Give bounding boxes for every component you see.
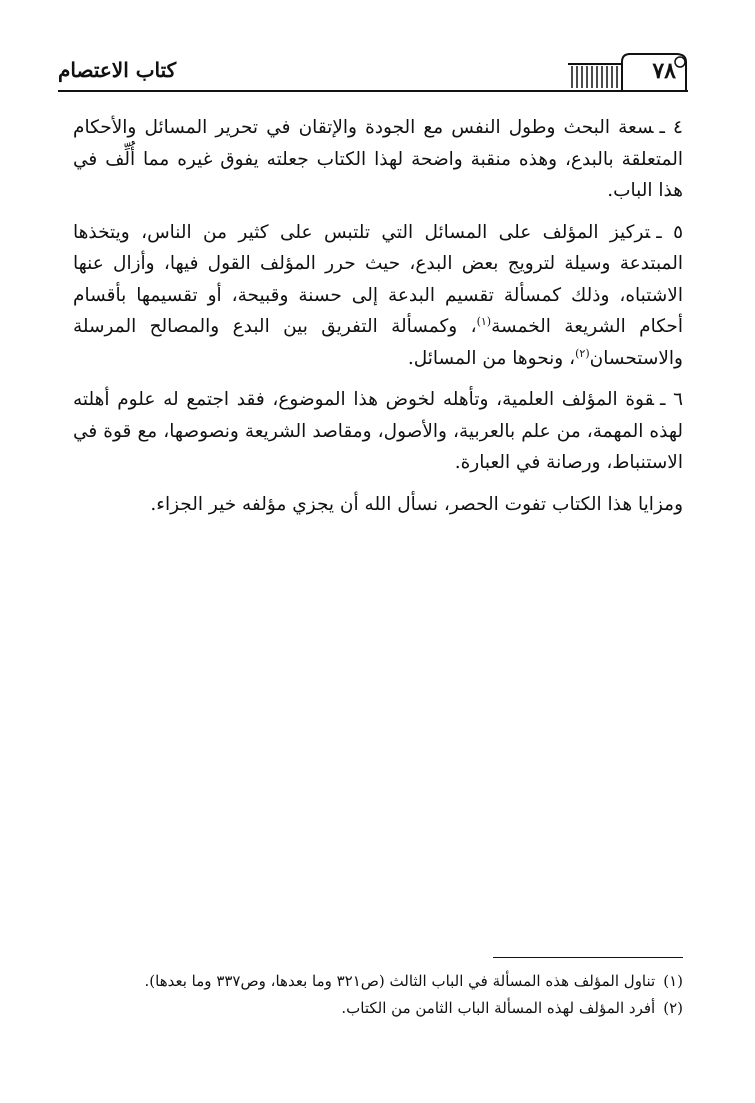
footnote-mark: (٢) xyxy=(663,999,683,1017)
footnote-text: تناول المؤلف هذه المسألة في الباب الثالث (ص٣٢١ وما بعدها، وص٣٣٧ وما بعدها). xyxy=(144,972,656,990)
closing-paragraph xyxy=(73,489,683,521)
paragraph-text: ومزايا هذا الكتاب تفوت الحصر، نسأل الله أن يجزي مؤلفه خير الجزاء. xyxy=(150,493,683,515)
footnote-2 xyxy=(73,995,683,1022)
item-number: ٦ ـ xyxy=(659,389,683,410)
paragraph-text: قوة المؤلف العلمية، وتأهله لخوض هذا الموضوع، فقد اجتمع له علوم أهلته لهذه المهمة، من علم بالعربية، والأصول، ومقاصد الشريعة ونصوصها، مع قوة في الاستنباط، ورصانة في العبارة. xyxy=(73,389,683,473)
item-number: ٥ ـ xyxy=(656,221,683,243)
paragraph-text: سعة البحث وطول النفس مع الجودة والإتقان في تحرير المسائل والأحكام المتعلقة بالبدع، وهذه منقبة واضحة لهذا الكتاب جعلته يفوق غيره مما أُلِّف في هذا الباب. xyxy=(73,117,683,201)
header-rule xyxy=(58,90,688,92)
footnote-text: أفرد المؤلف لهذه المسألة الباب الثامن من الكتاب. xyxy=(341,999,656,1017)
footnote-mark: (١) xyxy=(663,972,683,990)
paragraph-text: تركيز المؤلف على المسائل التي تلتبس على كثير من الناس، ويتخذها المبتدعة وسيلة لترويج بعض البدع، حيث حرر المؤلف القول فيها، وأزال عنها الاشتباه، وذلك كمسألة تقسيم البدعة إلى حسنة وقبيحة، أو تقسيمها بأقسام أحكام الشريعة الخمسة xyxy=(73,221,683,337)
paragraph-6 xyxy=(73,384,683,479)
footnote-ref-1[interactable]: (١) xyxy=(476,314,492,328)
footnote-1 xyxy=(73,968,683,995)
page-number: ٧٨ xyxy=(652,58,676,84)
footnote-ref-2[interactable]: (٢) xyxy=(575,346,590,360)
footnotes xyxy=(73,968,683,1022)
paragraph-text: ، ونحوها من المسائل. xyxy=(407,347,576,369)
page-header xyxy=(58,52,688,92)
page-number-badge xyxy=(568,52,688,90)
footnote-separator xyxy=(493,957,683,958)
paragraph-4 xyxy=(73,112,683,207)
paragraph-5 xyxy=(73,217,683,375)
paragraph-text: ، وكمسألة التفريق بين البدع والمصالح المرسلة والاستحسان xyxy=(73,316,683,369)
running-title: كتاب الاعتصام xyxy=(58,58,177,82)
item-number: ٤ ـ xyxy=(659,117,683,138)
main-text xyxy=(73,112,683,530)
